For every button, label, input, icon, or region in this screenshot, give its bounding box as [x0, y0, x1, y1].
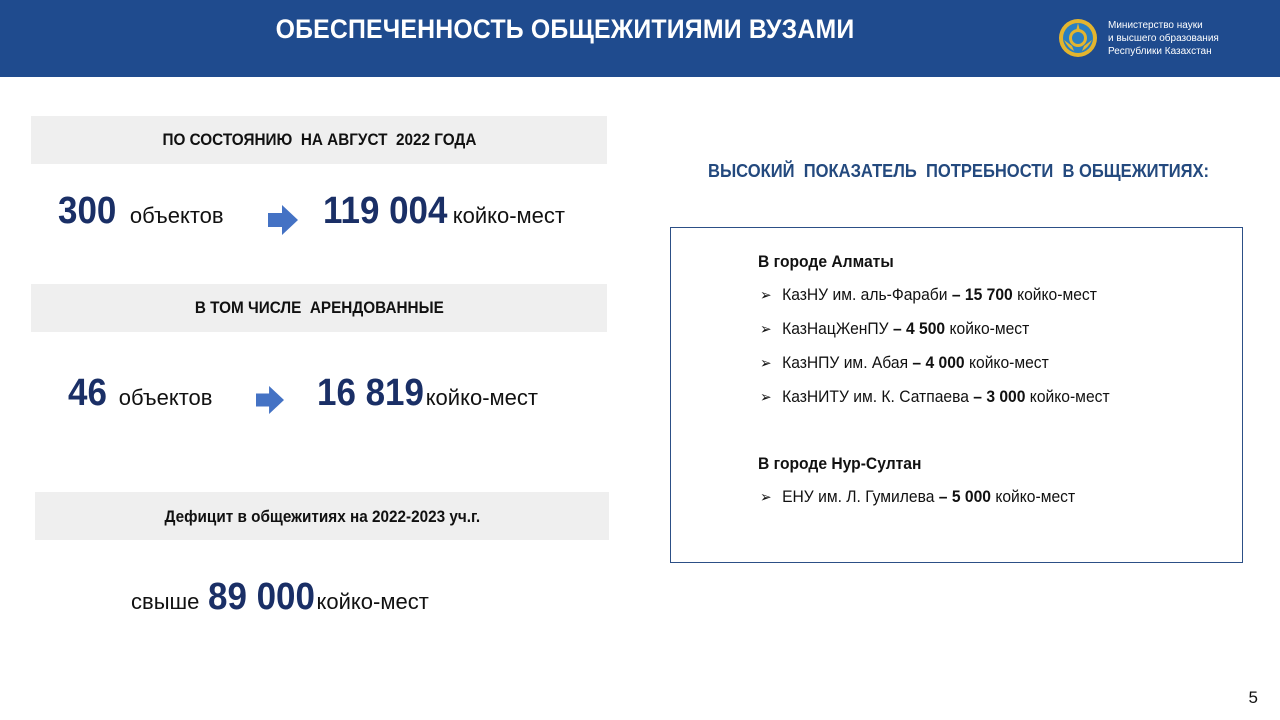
- beds-value: 5 000: [951, 487, 991, 506]
- list-item: [760, 487, 1075, 507]
- rented-objects-unit: объектов: [118, 385, 213, 410]
- beds-unit: койко-мест: [990, 487, 1076, 506]
- arrow-right-icon: [268, 205, 298, 235]
- beds-unit: койко-мест: [964, 353, 1049, 372]
- beds-value: 3 000: [986, 387, 1026, 406]
- ministry-line: и высшего образования: [1108, 33, 1219, 44]
- page-title: ОБЕСПЕЧЕННОСТЬ ОБЩЕЖИТИЯМИ ВУЗАМИ: [275, 14, 855, 44]
- state-emblem-icon: [1058, 18, 1098, 58]
- total-objects-value: 300: [58, 190, 117, 232]
- section-deficit-label: [35, 492, 609, 540]
- arrowhead-bullet-icon: ➢: [760, 489, 772, 506]
- beds-unit: койко-мест: [945, 319, 1030, 338]
- deficit-unit: койко-мест: [316, 589, 429, 614]
- university-name: ЕНУ им. Л. Гумилева: [782, 487, 935, 506]
- ministry-name: [1108, 19, 1219, 58]
- city-almaty: В городе Алматы: [758, 252, 894, 271]
- rented-beds-stat: [317, 372, 538, 415]
- deficit-value: 89 000: [207, 576, 315, 618]
- list-item: [760, 285, 1097, 305]
- arrowhead-bullet-icon: ➢: [760, 355, 772, 372]
- beds-unit: койко-мест: [1025, 387, 1110, 406]
- section-label-text: Дефицит в общежитиях на 2022-2023 уч.г.: [164, 507, 480, 526]
- list-item: [760, 387, 1110, 407]
- rented-beds-unit: койко-мест: [425, 385, 538, 410]
- dash: –: [947, 285, 965, 304]
- total-beds-unit: койко-мест: [452, 203, 565, 228]
- dash: –: [888, 319, 906, 338]
- deficit-prefix: свыше: [131, 589, 200, 614]
- total-beds-stat: [323, 190, 565, 233]
- beds-unit: койко-мест: [1012, 285, 1097, 304]
- beds-value: 15 700: [964, 285, 1013, 304]
- header-bar: [0, 0, 1280, 77]
- city-nur-sultan: В городе Нур-Султан: [758, 454, 922, 473]
- dash: –: [968, 387, 987, 406]
- rented-beds-value: 16 819: [317, 372, 424, 414]
- demand-heading: ВЫСОКИЙ ПОКАЗАТЕЛЬ ПОТРЕБНОСТИ В ОБЩЕЖИТИЯХ:: [708, 161, 1210, 181]
- dash: –: [908, 353, 926, 372]
- arrowhead-bullet-icon: ➢: [760, 287, 772, 304]
- beds-value: 4 000: [925, 353, 965, 372]
- university-name: КазНИТУ им. К. Сатпаева: [782, 387, 969, 406]
- list-item: [760, 319, 1029, 339]
- university-name: КазНПУ им. Абая: [782, 353, 909, 372]
- arrowhead-bullet-icon: ➢: [760, 321, 772, 338]
- ministry-line: Республики Казахстан: [1108, 46, 1212, 57]
- section-label-text: ПО СОСТОЯНИЮ НА АВГУСТ 2022 ГОДА: [162, 130, 476, 149]
- arrowhead-bullet-icon: ➢: [760, 389, 772, 406]
- ministry-line: Министерство науки: [1108, 20, 1203, 31]
- beds-value: 4 500: [905, 319, 946, 338]
- section-label-text: В ТОМ ЧИСЛЕ АРЕНДОВАННЫЕ: [194, 298, 444, 317]
- arrow-right-icon: [256, 386, 284, 414]
- deficit-stat: [131, 576, 429, 619]
- list-item: [760, 353, 1049, 373]
- total-beds-value: 119 004: [323, 190, 448, 232]
- section-august-2022-label: [31, 116, 607, 164]
- section-rented-label: [31, 284, 607, 332]
- page-number: 5: [1248, 688, 1258, 707]
- dash: –: [934, 487, 952, 506]
- total-objects-stat: [58, 190, 224, 233]
- university-name: КазНацЖенПУ: [782, 319, 889, 338]
- rented-objects-stat: [68, 372, 212, 415]
- university-name: КазНУ им. аль-Фараби: [782, 285, 948, 304]
- rented-objects-value: 46: [68, 372, 107, 414]
- total-objects-unit: объектов: [129, 203, 224, 228]
